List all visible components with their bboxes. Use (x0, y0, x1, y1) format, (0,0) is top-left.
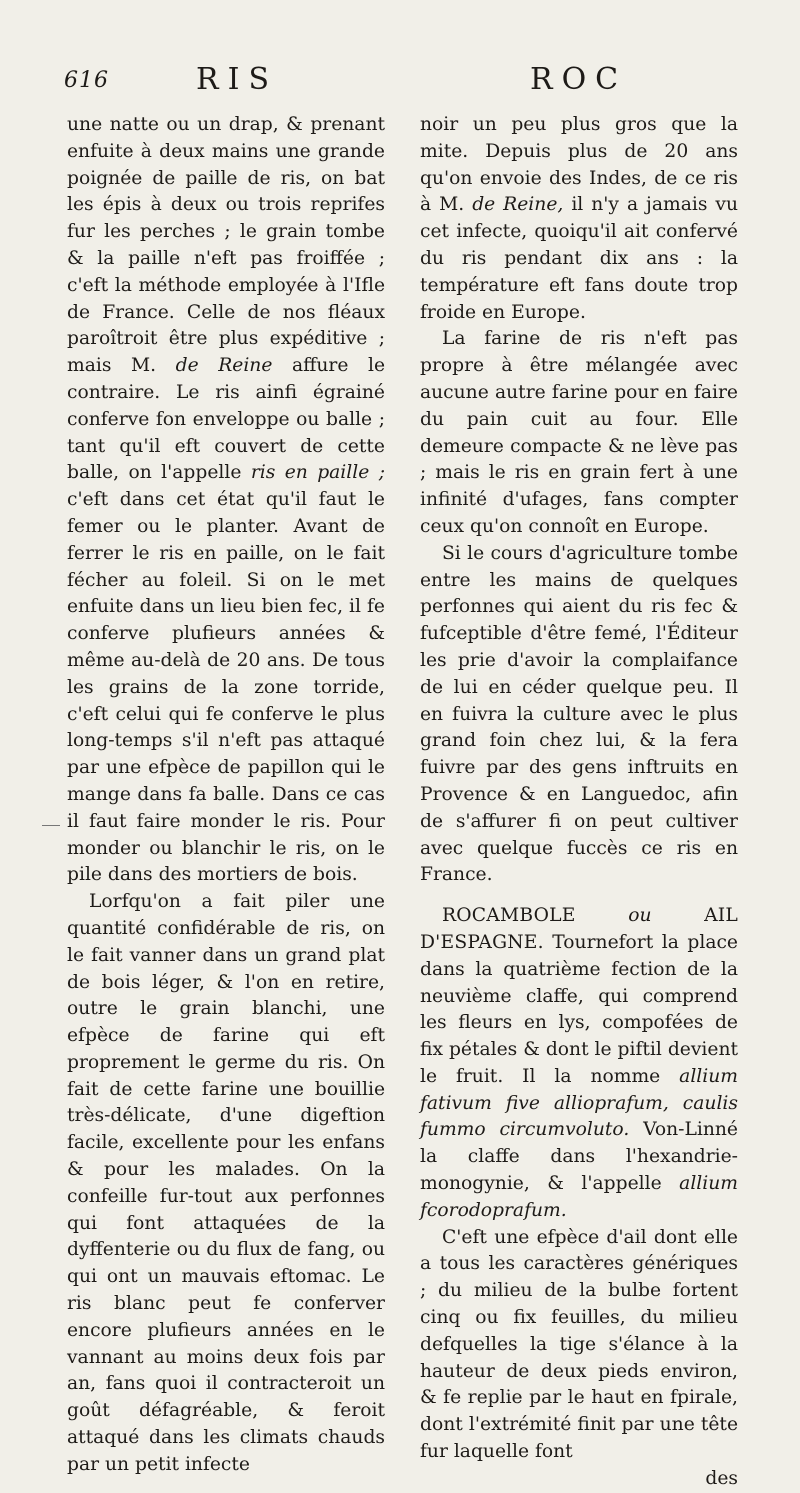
page-header (0, 62, 800, 102)
paragraph: Si le cours d'agriculture tombe entre les mains de quelques perfonnes qui aient du ris fec & fufceptible d'être femé, l'Éditeur les prie d'avoir la complaifance de lui en céder quelque peu. Il en fuivra la culture avec le plus grand foin chez lui, & la fera fuivre par des gens inftruits en Provence & en Languedoc, afin de s'affurer fi on peut cultiver avec quelque fuccès ce ris en France. (420, 542, 738, 886)
entry-headword: ROCAMBOLE (442, 905, 576, 927)
paragraph: Lorfqu'on a fait piler une quantité confidérable de ris, on le fait vanner dans un grand plat de bois léger, & l'on en retire, outre le grain blanchi, une efpèce de farine qui eft proprement le germe du ris. On fait de cette farine une bouillie très-délicate, d'une digeftion facile, excellente pour les enfans & pour les malades. On la confeille fur-tout aux perfonnes qui font attaquées de la dyffenterie ou du flux de fang, ou qui ont un mauvais eftomac. Le ris blanc peut fe conferver encore plufieurs années en le vannant au moins deux fois par an, fans quoi il contracteroit un goût défagréable, & feroit attaqué dans les climats chauds par un petit infecte (67, 891, 385, 1475)
running-head-left: RIS (196, 62, 278, 97)
paragraph: une natte ou un drap, & prenant enfuite à deux mains une grande poignée de paille de ris, on bat les épis à deux ou trois reprifes fur les perches ; le grain tombe & la paille n'eft pas froiffée ; c'eft la méthode employée à l'Ifle de France. Celle de nos fléaux paroîtroit être plus expéditive ; mais M. de Reine affure le contraire. Le ris ainfi égrainé conferve fon enveloppe ou balle ; tant qu'il eft couvert de cette balle, on l'appelle ris en paille ; c'eft dans cet état qu'il faut le femer ou le planter. Avant de ferrer le ris en paille, on le fait fécher au foleil. Si on le met enfuite dans un lieu bien fec, il fe conferve plufieurs années & même au-delà de 20 ans. De tous les grains de la zone torride, c'eft celui qui fe conferve le plus long-temps s'il n'eft pas attaqué par une efpèce de papillon qui le mange dans fa balle. Dans ce cas il faut faire monder le ris. Pour monder ou blanchir le ris, on le pile dans des mortiers de bois. (67, 114, 385, 886)
dictionary-entry: ROCAMBOLE ou AIL D'ESPAGNE. Tournefort la place dans la quatrième fection de la neuvième claffe, qui comprend les fleurs en lys, compofées de fix pétales & dont le piftil devient le fruit. Il la nomme allium fativum five allioprafum, caulis fummo circumvoluto. Von-Linné la claffe dans l'hexandrie-monogynie, & l'appelle allium fcorodoprafum. (420, 905, 738, 1221)
margin-mark (42, 825, 60, 826)
paragraph: La farine de ris n'eft pas propre à être mélangée avec aucune autre farine pour en faire du pain cuit au four. Elle demeure compacte & ne lève pas ; mais le ris en grain fert à une infinité d'ufages, fans compter ceux qu'on connoît en Europe. (420, 328, 738, 537)
page-number: 616 (64, 68, 109, 93)
catchword: des (705, 1467, 738, 1489)
paragraph: noir un peu plus gros que la mite. Depuis plus de 20 ans qu'on envoie des Indes, de ce ris à M. de Reine, il n'y a jamais vu cet infecte, quoiqu'il ait confervé du ris pendant dix ans : la température eft fans doute trop froide en Europe. (420, 114, 738, 323)
right-column (420, 112, 738, 1493)
left-column (67, 112, 385, 1479)
running-head-right: ROC (530, 62, 628, 97)
paragraph: C'eft une efpèce d'ail dont elle a tous les caractères génériques ; du milieu de la bulbe fortent cinq ou fix feuilles, du milieu defquelles la tige s'élance à la hauteur de deux pieds environ, & fe replie par le haut en fpirale, dont l'extrémité finit par une tête fur laquelle font (420, 1226, 738, 1463)
